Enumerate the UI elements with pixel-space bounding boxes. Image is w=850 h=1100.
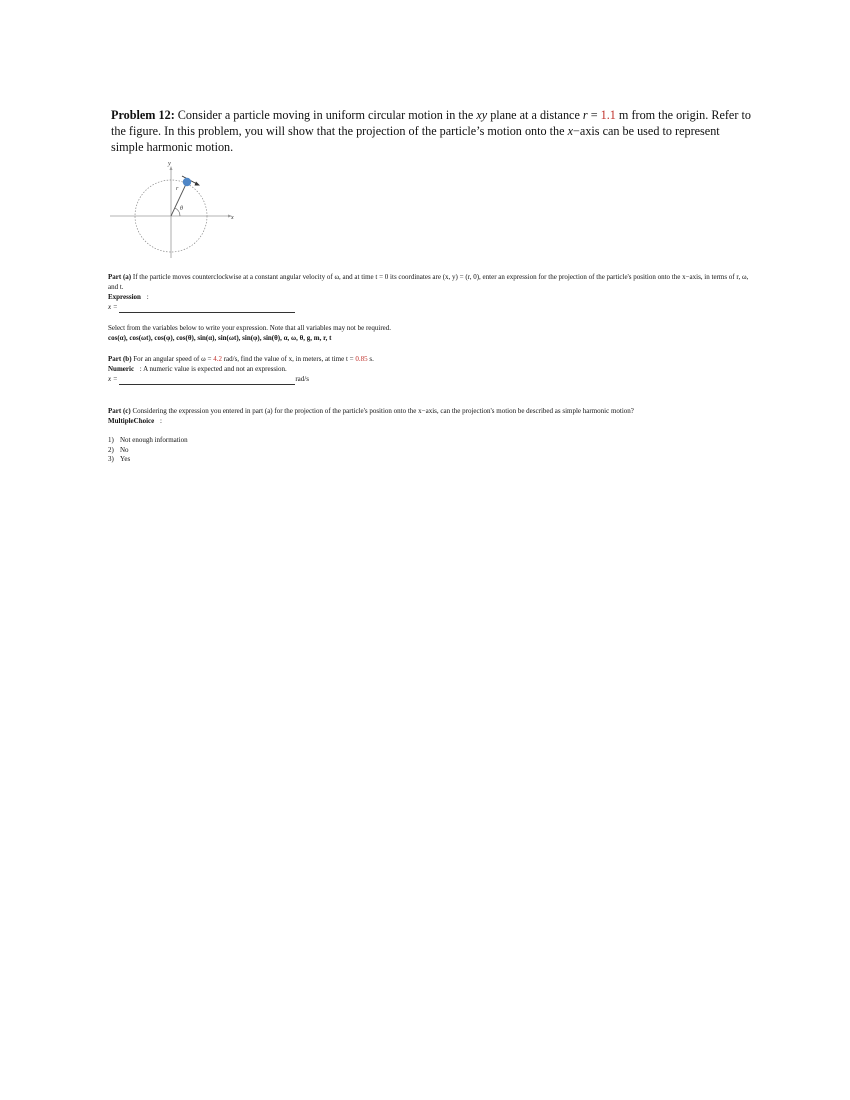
choice-number: 2) [108,445,114,454]
circular-motion-figure [110,160,250,260]
numeric-answer-blank[interactable] [119,376,295,385]
particle [183,178,191,186]
x-axis-label: x [231,215,234,221]
x-variable: x [567,124,574,138]
omega-value: 4.2 [213,355,222,363]
part-b-label: Part (b) [108,355,132,363]
velocity-arrowhead [195,182,201,186]
y-axis-label: y [168,160,171,167]
expression-label-row [108,293,758,303]
part-b-text-3: s. [367,355,374,363]
radius-line [171,182,187,216]
part-c-label: Part (c) [108,407,131,415]
equals-sign: = [587,108,601,122]
variables-list: cos(α), cos(ωt), cos(φ), cos(θ), sin(α), sin(ωt), sin(φ), sin(θ), α, ω, θ, g, m, r, t [108,334,332,342]
part-b-text-2: rad/s, find the value of x, in meters, at time t = [221,355,356,363]
part-a-question [108,273,758,292]
multiple-choice-options [108,436,758,465]
expression-answer-row [108,303,758,313]
multiple-choice-label: MultipleChoice [108,417,155,425]
numeric-answer-prefix: x = [108,375,118,383]
numeric-answer-row [108,375,758,385]
part-c-question [108,407,758,417]
theta-label: θ [180,206,183,212]
problem-text-2: plane at a distance [487,108,583,122]
expression-colon: : [146,293,149,301]
expression-label: Expression [108,293,141,301]
r-value: 1.1 [600,108,616,122]
choice-text: No [120,445,129,454]
part-b-question [108,355,758,365]
choice-number: 1) [108,436,114,444]
time-value: 0.85 [355,355,368,363]
expression-answer-prefix: x = [108,303,118,311]
problem-statement [111,107,751,155]
part-a-text: If the particle moves counterclockwise at a constant angular velocity of ω, and at time t = 0 its coordinates are (x, y) = (r, 0), enter an expression for the projection of the particle's position onto the x−axis, in terms of r, ω, and t. [108,273,749,291]
part-b-text-1: For an angular speed of ω = [131,355,214,363]
choice-text: Not enough information [120,436,188,444]
problem-text-4: −axis can be used to represent simple harmonic motion. [111,124,720,154]
r-variable: r [582,108,588,122]
numeric-unit: rad/s [295,375,309,383]
expression-answer-blank[interactable] [119,304,295,313]
choice-option[interactable] [108,436,758,446]
choice-text: Yes [120,455,131,464]
choice-option[interactable] [108,446,758,456]
variables-note: Select from the variables below to write your expression. Note that all variables may not be required. [108,324,392,332]
choice-number: 3) [108,455,114,464]
choice-option[interactable] [108,455,758,465]
multiple-choice-colon: : [160,417,162,425]
problem-label: Problem 12: [111,108,175,122]
numeric-note: : A numeric value is expected and not an expression. [139,365,287,373]
plane-variable: xy [476,108,488,122]
numeric-label: Numeric [108,365,135,373]
multiple-choice-label-row [108,417,758,427]
part-a-label: Part (a) [108,273,132,281]
part-c-text: Considering the expression you entered in part (a) for the projection of the particle's position onto the x−axis, can the projection's motion be described as simple harmonic motion? [130,407,634,415]
problem-text-3: m from the origin. Refer to the figure. In this problem, you will show that the projection of the particle’s motion onto the [111,108,751,138]
problem-text-1: Consider a particle moving in uniform circular motion in the [177,108,477,122]
numeric-label-row [108,365,758,375]
r-label: r [176,186,179,192]
